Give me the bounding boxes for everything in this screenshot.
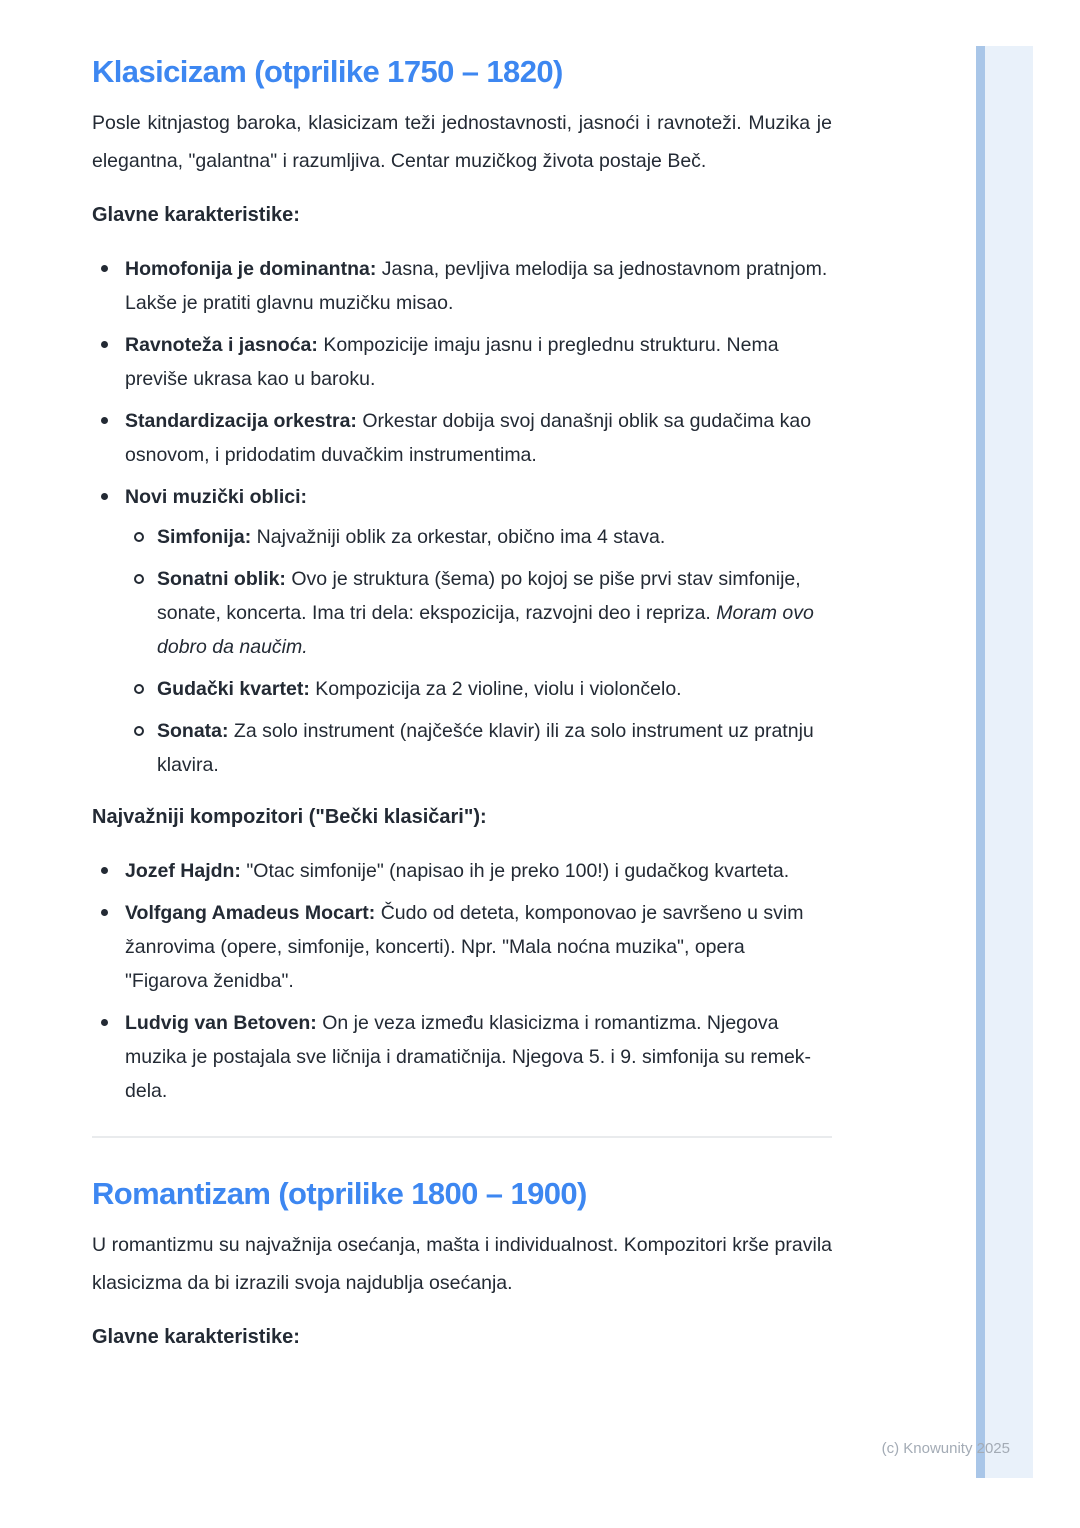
item-lead: Standardizacija orkestra: [125, 410, 357, 432]
item-lead: Jozef Hajdn: [125, 860, 241, 882]
item-text: On je veza između klasicizma i romantizma. Njegova muzika je postajala sve ličnija i dramatičnija. Njegova 5. i 9. simfonija su remek-dela. [125, 1012, 812, 1102]
item-lead: Sonata: [157, 720, 229, 742]
list-item [157, 520, 832, 554]
copyright-footer: (c) Knowunity 2025 [881, 1440, 1010, 1457]
list-item [125, 1006, 832, 1108]
item-text: Čudo od deteta, komponovao je savršeno u svim žanrovima (opere, simfonije, koncerti). Npr. "Mala noćna muzika", opera "Figarova ženidba". [125, 902, 804, 992]
item-text: Ovo je struktura (šema) po kojoj se piše prvi stav simfonije, sonate, koncerta. Ima tri dela: ekspozicija, razvojni deo i repriza. [157, 568, 801, 624]
scrollbar-thumb[interactable] [976, 46, 985, 1478]
subheading-characteristics-2: Glavne karakteristike: [92, 1326, 300, 1348]
composers-list [92, 854, 832, 1108]
list-item [157, 562, 832, 664]
item-lead: Ludvig van Betoven: [125, 1012, 317, 1034]
list-item [125, 328, 832, 396]
item-text: Najvažniji oblik za orkestar, obično ima 4 stava. [251, 526, 666, 548]
item-text: Kompozicija za 2 violine, violu i violončelo. [309, 678, 682, 700]
item-text: "Otac simfonije" (napisao ih je preko 100!) i gudačkog kvarteta. [240, 860, 790, 882]
section-title-romantizam: Romantizam (otprilike 1800 – 1900) [92, 1176, 587, 1211]
list-item [157, 714, 832, 782]
romantizam-intro-paragraph: U romantizmu su najvažnija osećanja, mašta i individualnost. Kompozitori krše pravila klasicizma da bi izrazili svoja najdublja osećanja. [92, 1234, 832, 1294]
section-divider [92, 1136, 832, 1138]
item-lead: Novi muzički oblici: [125, 486, 308, 508]
document-content [92, 0, 832, 1350]
list-item [125, 252, 832, 320]
list-item [125, 854, 832, 888]
item-lead: Simfonija: [157, 526, 252, 548]
music-forms-list [125, 520, 832, 782]
item-lead: Sonatni oblik: [157, 568, 286, 590]
item-lead: Ravnoteža i jasnoća: [125, 334, 318, 356]
item-lead: Volfgang Amadeus Mocart: [125, 902, 376, 924]
item-note-italic: Moram ovo dobro da naučim. [157, 602, 814, 658]
list-item [125, 480, 832, 782]
item-text: Orkestar dobija svoj današnji oblik sa gudačima kao osnovom, i pridodatim duvačkim instrumentima. [125, 410, 812, 466]
item-lead: Gudački kvartet: [157, 678, 310, 700]
section-title-klasicizam: Klasicizam (otprilike 1750 – 1820) [92, 54, 563, 89]
scrollbar-track[interactable] [985, 46, 1033, 1478]
item-lead: Homofonija je dominantna: [125, 258, 377, 280]
item-text: Za solo instrument (najčešće klavir) ili za solo instrument uz pratnju klavira. [157, 720, 814, 776]
list-item [125, 896, 832, 998]
characteristics-list [92, 252, 832, 782]
item-text: Kompozicije imaju jasnu i preglednu strukturu. Nema previše ukrasa kao u baroku. [125, 334, 779, 390]
subheading-composers: Najvažniji kompozitori ("Bečki klasičari"): [92, 806, 487, 828]
subheading-characteristics-1: Glavne karakteristike: [92, 204, 300, 226]
klasicizam-intro-paragraph: Posle kitnjastog baroka, klasicizam teži jednostavnosti, jasnoći i ravnoteži. Muzika je elegantna, "galantna" i razumljiva. Centar muzičkog života postaje Beč. [92, 112, 832, 172]
item-text: Jasna, pevljiva melodija sa jednostavnom pratnjom. Lakše je pratiti glavnu muzičku misao. [125, 258, 828, 314]
list-item [125, 404, 832, 472]
list-item [157, 672, 832, 706]
